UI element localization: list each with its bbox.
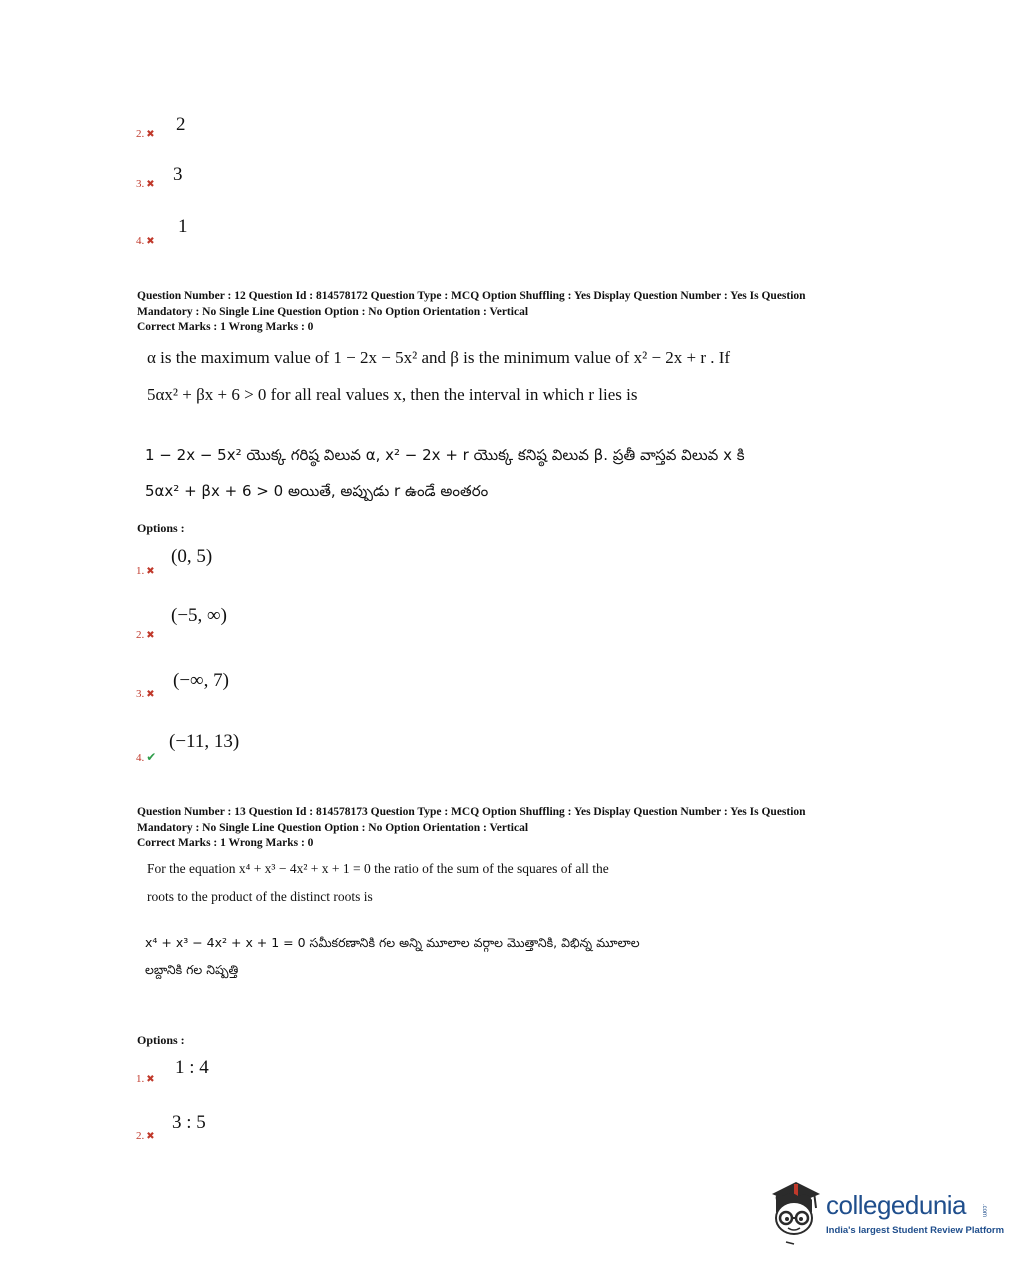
option-number: 4. ✔ xyxy=(136,750,157,764)
correct-check-icon: ✔ xyxy=(146,750,157,764)
question-meta: Question Number : 12 Question Id : 814578172 Question Type : MCQ Option Shuffling : Yes Display Question Number : Yes Is Question Mandatory : No Single Line Question Option : No Option Orientation : Vertical Correct Marks : 1 Wrong Marks : 0 xyxy=(137,290,806,333)
option-value: 2 xyxy=(176,114,186,135)
option-value: 3 : 5 xyxy=(172,1112,206,1133)
option-value: (−∞, 7) xyxy=(173,670,229,691)
logo-wordmark: collegedunia xyxy=(826,1190,967,1220)
question-text-english: α is the maximum value of 1 − 2x − 5x² and β is the minimum value of x² − 2x + r . If xyxy=(147,348,731,367)
wrong-mark-icon: ✖ xyxy=(146,179,155,190)
logo-domain-suffix: .com xyxy=(981,1204,987,1218)
option-value: 1 : 4 xyxy=(175,1057,209,1078)
option-value: 1 xyxy=(178,216,188,237)
option-number: 4. ✖ xyxy=(136,235,155,247)
option-number: 2. ✖ xyxy=(136,128,155,140)
option-value: 3 xyxy=(173,164,183,185)
option-value-correct: (−11, 13) xyxy=(169,731,240,752)
wrong-mark-icon: ✖ xyxy=(146,566,155,577)
question-text-english: 5αx² + βx + 6 > 0 for all real values x, then the interval in which r lies is xyxy=(147,385,638,404)
option-number: 1. ✖ xyxy=(136,1073,155,1085)
question-text-telugu: లబ్దానికి గల నిష్పత్తి xyxy=(145,962,239,977)
wrong-mark-icon: ✖ xyxy=(146,129,155,140)
mascot-icon xyxy=(768,1178,826,1248)
option-value: (−5, ∞) xyxy=(171,605,227,626)
option-number: 2. ✖ xyxy=(136,1130,155,1142)
wrong-mark-icon: ✖ xyxy=(146,1074,155,1085)
option-value: (0, 5) xyxy=(171,546,213,567)
logo-tagline: India's largest Student Review Platform xyxy=(826,1225,1005,1236)
collegedunia-logo xyxy=(768,1178,1005,1248)
question-text-telugu: 5αx² + βx + 6 > 0 అయితే, అప్పుడు r ఉండే అంతరం xyxy=(145,482,489,500)
wrong-mark-icon: ✖ xyxy=(146,236,155,247)
option-number: 2. ✖ xyxy=(136,629,155,641)
option-number: 3. ✖ xyxy=(136,688,155,700)
option-number: 3. ✖ xyxy=(136,178,155,190)
question-meta: Question Number : 13 Question Id : 814578173 Question Type : MCQ Option Shuffling : Yes Display Question Number : Yes Is Question Mandatory : No Single Line Question Option : No Option Orientation : Vertical Correct Marks : 1 Wrong Marks : 0 xyxy=(137,806,806,849)
question-text-telugu: 1 − 2x − 5x² యొక్క గరిష్ఠ విలువ α, x² − 2x + r యొక్క కనిష్ఠ విలువ β. ప్రతీ వాస్తవ విలువ x కి xyxy=(145,446,745,464)
option-number: 1. ✖ xyxy=(136,565,155,577)
wrong-mark-icon: ✖ xyxy=(146,1131,155,1142)
options-label: Options : xyxy=(137,1033,185,1047)
question-text-telugu: x⁴ + x³ − 4x² + x + 1 = 0 సమీకరణానికి గల అన్ని మూలాల వర్గాల మొత్తానికి, విభిన్న మూలాల xyxy=(145,935,640,950)
options-label: Options : xyxy=(137,521,185,535)
question-text-english: For the equation x⁴ + x³ − 4x² + x + 1 = 0 the ratio of the sum of the squares of all the xyxy=(147,861,609,876)
wrong-mark-icon: ✖ xyxy=(146,630,155,641)
question-text-english: roots to the product of the distinct roots is xyxy=(147,889,373,904)
wrong-mark-icon: ✖ xyxy=(146,689,155,700)
